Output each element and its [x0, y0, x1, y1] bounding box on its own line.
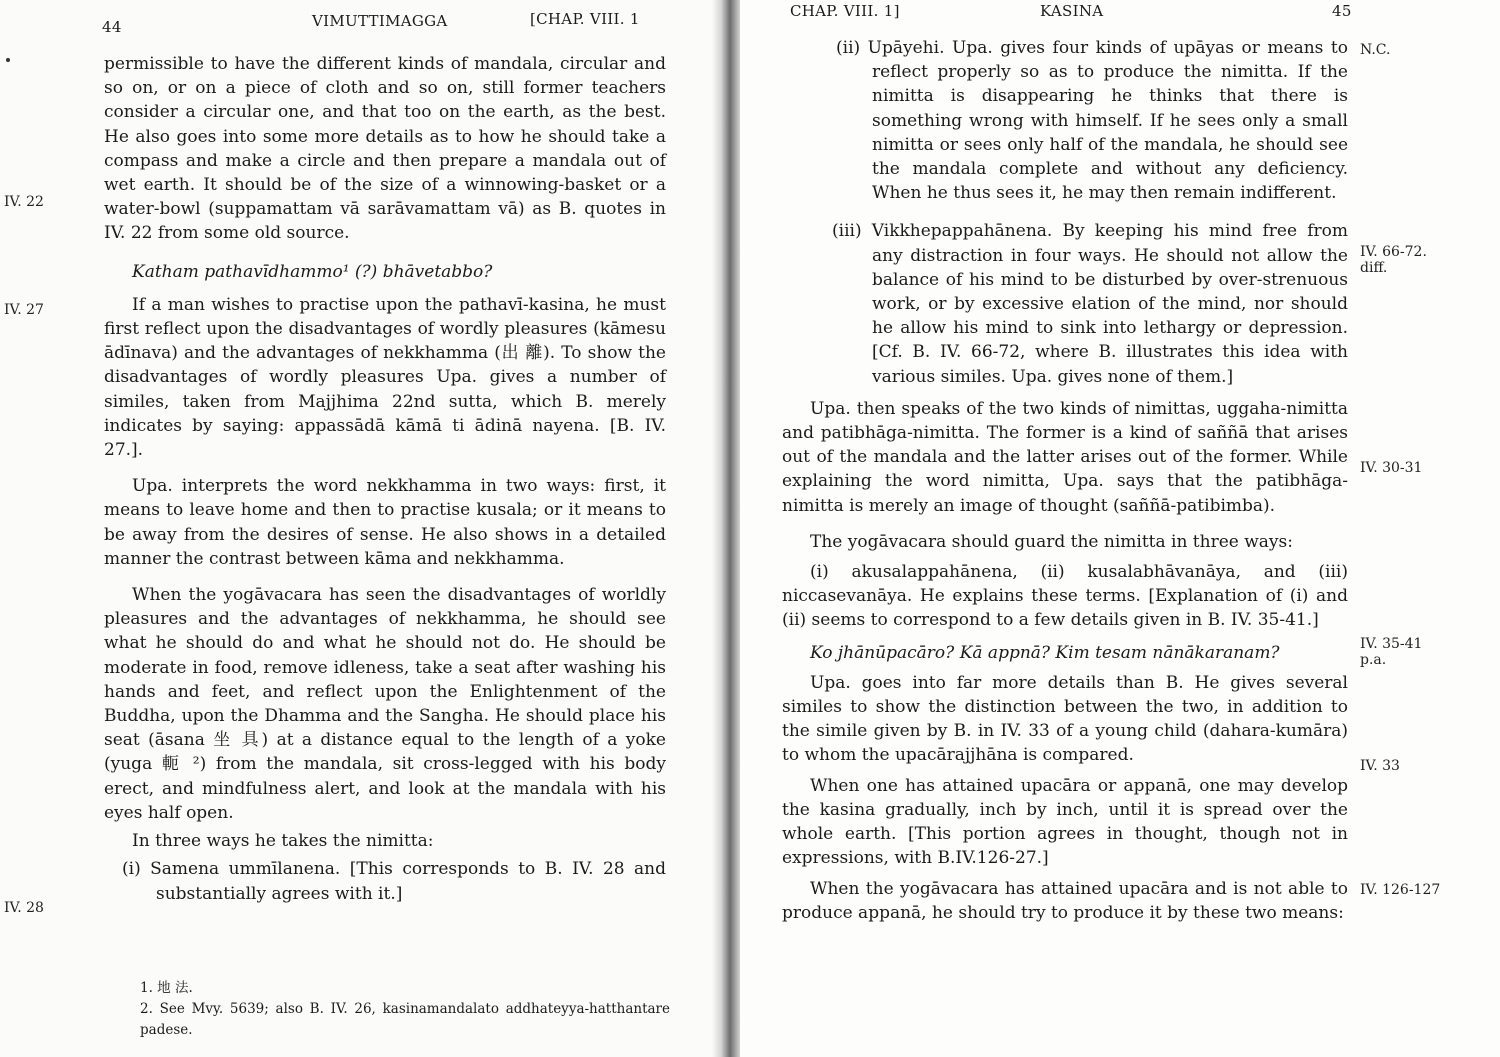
section-heading-left: Katham pathavīdhammo¹ (?) bhāvetabbo?	[132, 261, 493, 282]
paragraph-6: Upa. then speaks of the two kinds of nimittas, uggaha-nimitta and patibhāga-nimitta. The former is a kind of saññā that arises out of the mandala and the latter arises out of the former. While explaining the word nimitta, Upa. says that the patibhāga-nimitta is merely an image of thought (saññā-patibimba).	[782, 398, 1348, 516]
margin-ref-nc: N.C.	[1360, 42, 1391, 58]
paragraph-1: permissible to have the different kinds of mandala, circular and so on, or on a piece of cloth and so on, still former teachers consider a circular one, and that too on the earth, as the best. He also goes into some more details as to how he should take a compass and make a circle and then prepare a mandala out of wet earth. It should be of the size of a winnowing-basket or a water-bowl (suppamattam vā sarāvamattam vā) as B. quotes in IV. 22 from some old source.	[104, 54, 666, 244]
list-item-3: (iii) Vikkhepappahānena. By keeping his mind free from any distraction in four ways. He should not allow the balance of his mind to be disturbed by over-strenuous work, or by excessive elation of the mind, nor should he allow his mind to sink into lethargy or depression. [Cf. B. IV. 66-72, where B. illustrates this idea with various similes. Upa. gives none of them.]	[832, 221, 1348, 387]
left-body	[104, 52, 666, 906]
list-item-1: (i) Samena ummīlanena. [This corresponds to B. IV. 28 and substantially agrees with it.]	[122, 859, 666, 904]
chapter-ref-left: [CHAP. VIII. 1	[530, 10, 640, 28]
paragraph-11: When the yogāvacara has attained upacāra and is not able to produce appanā, he should try to produce it by these two means:	[782, 878, 1348, 923]
footnote-1: 1. 地 法.	[140, 980, 193, 996]
paragraph-9: Upa. goes into far more details than B. He gives several similes to show the distinction between the two, in addition to the simile given by B. in IV. 33 of a young child (dahara-kumāra) to whom the upacārajjhāna is compared.	[782, 672, 1348, 766]
margin-ref-iv35: IV. 35-41 p.a.	[1360, 636, 1423, 668]
right-body	[782, 36, 1348, 925]
paragraph-10: When one has attained upacāra or appanā, one may develop the kasina gradually, inch by inch, until it is spread over the whole earth. [This portion agrees in thought, though not in expressions, with B.IV.126-27.]	[782, 775, 1348, 869]
running-title-right: KASINA	[1040, 2, 1104, 20]
margin-ref-iv66: IV. 66-72. diff.	[1360, 244, 1427, 276]
running-title-left: VIMUTTIMAGGA	[312, 12, 448, 30]
page-number-left: 44	[102, 18, 122, 36]
paragraph-5: In three ways he takes the nimitta:	[132, 831, 434, 852]
margin-ref-iv22: IV. 22	[4, 194, 44, 210]
paragraph-8: (i) akusalappahānena, (ii) kusalabhāvanāya, and (iii) niccasevanāya. He explains these terms. [Explanation of (i) and (ii) seems to correspond to a few details given in B. IV. 35-41.]	[782, 562, 1348, 631]
chapter-ref-right: CHAP. VIII. 1]	[790, 2, 900, 20]
list-item-2: (ii) Upāyehi. Upa. gives four kinds of upāyas or means to reflect properly so as to produce the nimitta. If the nimitta is disappearing he thinks that there is something wrong with himself. If he sees only a small nimitta or sees only half of the mandala, he should see the mandala complete and without any deficiency. When he thus sees it, he may then remain indifferent.	[836, 38, 1348, 204]
margin-ref-iv126: IV. 126-127	[1360, 882, 1441, 898]
paragraph-7: The yogāvacara should guard the nimitta in three ways:	[810, 531, 1293, 552]
footnote-2: 2. See Mvy. 5639; also B. IV. 26, kasinamandalato addhateyya-hatthantare padese.	[140, 1001, 670, 1038]
paragraph-2: If a man wishes to practise upon the pathavī-kasina, he must first reflect upon the disadvantages of wordly pleasures (kāmesu ādīnava) and the advantages of nekkhamma (出 離). To show the disadvantages of wordly pleasures Upa. gives a number of similes, taken from Majjhima 22nd sutta, which B. merely indicates by saying: appassādā kāmā ti ādinā nayena. [B. IV. 27.].	[104, 294, 666, 461]
paragraph-4: When the yogāvacara has seen the disadvantages of worldly pleasures and the advantages of nekkhamma, he should see what he should do and what he should not do. He should be moderate in food, remove idleness, take a seat after washing his hands and feet, and reflect upon the Enlightenment of the Buddha, upon the Dhamma and the Sangha. He should place his seat (āsana 坐 具) at a distance equal to the length of a yoke (yuga 軛 ²) from the mandala, sit cross-legged with his body erect, and mindfulness alert, and look at the mandala with his eyes half open.	[104, 585, 666, 823]
margin-ref-iv28: IV. 28	[4, 900, 44, 916]
footnotes-left	[140, 978, 670, 1041]
scan-speck	[6, 58, 10, 62]
margin-ref-iv30: IV. 30-31	[1360, 460, 1423, 476]
section-heading-right: Ko jhānūpacāro? Kā appnā? Kim tesam nānākaranam?	[810, 642, 1280, 663]
left-page	[0, 0, 720, 1057]
margin-ref-iv33: IV. 33	[1360, 758, 1400, 774]
paragraph-3: Upa. interprets the word nekkhamma in two ways: first, it means to leave home and then to practise kusala; or it means to be away from the desires of sense. He also shows in a detailed manner the contrast between kāma and nekkhamma.	[104, 476, 666, 569]
margin-ref-iv27: IV. 27	[4, 302, 44, 318]
page-number-right: 45	[1332, 2, 1352, 20]
right-page	[740, 0, 1500, 1057]
